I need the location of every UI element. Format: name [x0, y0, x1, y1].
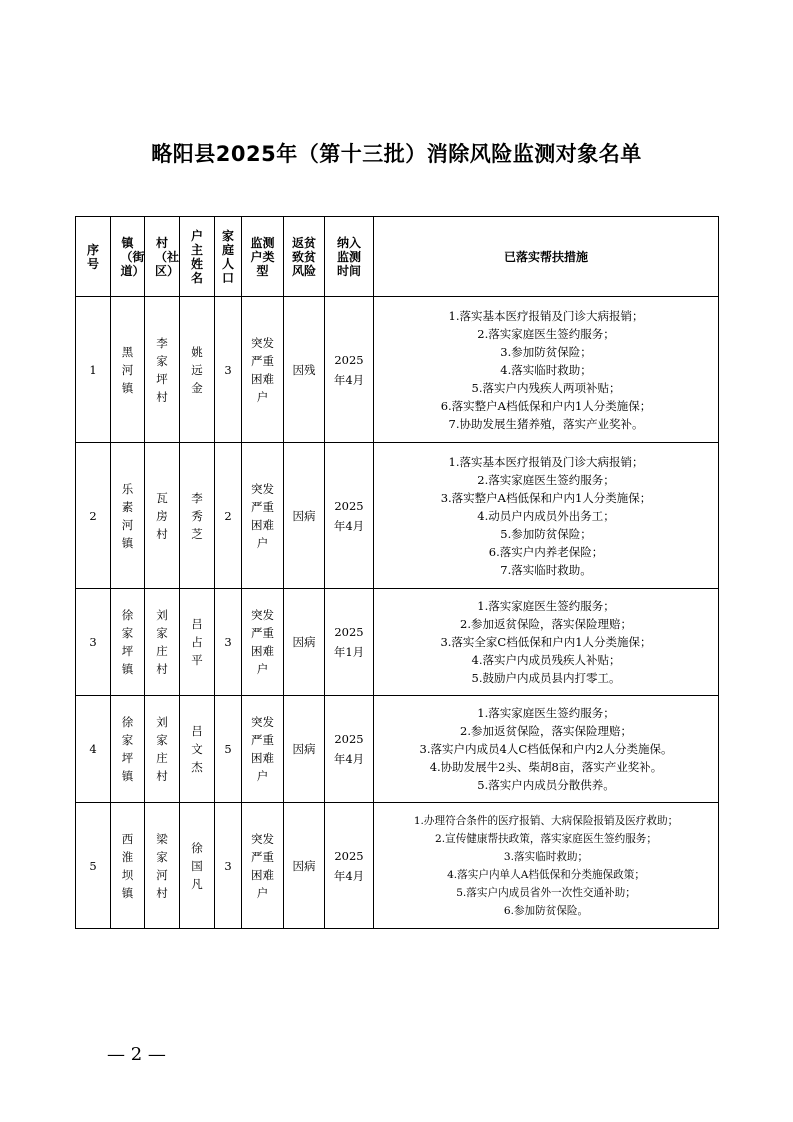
cell-village: 李家坪村 [145, 297, 180, 443]
cell-risk: 因残 [284, 297, 325, 443]
header-time: 纳入监测时间 [325, 217, 374, 297]
cell-type: 突发严重困难户 [242, 696, 284, 803]
cell-time: 2025 年1月 [325, 589, 374, 696]
cell-members: 5 [215, 696, 242, 803]
header-type: 监测户类型 [242, 217, 284, 297]
cell-seq: 4 [76, 696, 111, 803]
cell-head: 吕文杰 [180, 696, 215, 803]
cell-head: 徐国凡 [180, 803, 215, 929]
cell-head: 李秀芝 [180, 443, 215, 589]
table-row [76, 297, 719, 443]
cell-head: 姚远金 [180, 297, 215, 443]
cell-type: 突发严重困难户 [242, 443, 284, 589]
table-header-row [76, 217, 719, 297]
header-village: 村（社区） [145, 217, 180, 297]
table-row [76, 696, 719, 803]
table-row [76, 589, 719, 696]
cell-members: 3 [215, 297, 242, 443]
cell-village: 刘家庄村 [145, 696, 180, 803]
page-title: 略阳县2025年（第十三批）消除风险监测对象名单 [151, 142, 642, 166]
cell-seq: 3 [76, 589, 111, 696]
header-seq: 序号 [76, 217, 111, 297]
header-risk: 返贫致贫风险 [284, 217, 325, 297]
header-town: 镇（街道） [111, 217, 145, 297]
cell-members: 2 [215, 443, 242, 589]
header-head: 户主姓名 [180, 217, 215, 297]
cell-village: 刘家庄村 [145, 589, 180, 696]
cell-type: 突发严重困难户 [242, 297, 284, 443]
cell-measures: 1.落实家庭医生签约服务； 2.参加返贫保险，落实保险理赔； 3.落实全家C档低保和户内1人分类施保； 4.落实户内成员残疾人补贴； 5.鼓励户内成员县内打零工。 [374, 589, 719, 696]
cell-town: 徐家坪镇 [111, 589, 145, 696]
cell-town: 乐素河镇 [111, 443, 145, 589]
cell-risk: 因病 [284, 696, 325, 803]
cell-measures: 1.办理符合条件的医疗报销、大病保险报销及医疗救助； 2.宣传健康帮扶政策，落实家庭医生签约服务； 3.落实临时救助； 4.落实户内单人A档低保和分类施保政策； 5.落实户内成员省外一次性交通补助； 6.参加防贫保险。 [374, 803, 719, 929]
cell-measures: 1.落实家庭医生签约服务； 2.参加返贫保险，落实保险理赔； 3.落实户内成员4人C档低保和户内2人分类施保。 4.协助发展牛2头、柴胡8亩，落实产业奖补。 5.落实户内成员分散供养。 [374, 696, 719, 803]
page-number: — 2 — [107, 1044, 166, 1065]
table-row [76, 443, 719, 589]
cell-risk: 因病 [284, 443, 325, 589]
cell-seq: 5 [76, 803, 111, 929]
cell-seq: 2 [76, 443, 111, 589]
table-row [76, 803, 719, 929]
cell-risk: 因病 [284, 589, 325, 696]
cell-town: 西淮坝镇 [111, 803, 145, 929]
cell-seq: 1 [76, 297, 111, 443]
cell-village: 梁家河村 [145, 803, 180, 929]
cell-town: 黑河镇 [111, 297, 145, 443]
cell-risk: 因病 [284, 803, 325, 929]
cell-type: 突发严重困难户 [242, 803, 284, 929]
header-members: 家庭人口 [215, 217, 242, 297]
cell-time: 2025 年4月 [325, 803, 374, 929]
cell-members: 3 [215, 589, 242, 696]
cell-head: 吕占平 [180, 589, 215, 696]
cell-members: 3 [215, 803, 242, 929]
cell-measures: 1.落实基本医疗报销及门诊大病报销； 2.落实家庭医生签约服务； 3.参加防贫保险； 4.落实临时救助； 5.落实户内残疾人两项补贴； 6.落实整户A档低保和户内1人分类施保； 7.协助发展生猪养殖，落实产业奖补。 [374, 297, 719, 443]
header-measures: 已落实帮扶措施 [374, 217, 719, 297]
cell-type: 突发严重困难户 [242, 589, 284, 696]
cell-time: 2025 年4月 [325, 297, 374, 443]
cell-measures: 1.落实基本医疗报销及门诊大病报销； 2.落实家庭医生签约服务； 3.落实整户A档低保和户内1人分类施保； 4.动员户内成员外出务工； 5.参加防贫保险； 6.落实户内养老保险； 7.落实临时救助。 [374, 443, 719, 589]
cell-time: 2025 年4月 [325, 443, 374, 589]
cell-town: 徐家坪镇 [111, 696, 145, 803]
monitoring-table [75, 216, 719, 929]
cell-time: 2025 年4月 [325, 696, 374, 803]
cell-village: 瓦房村 [145, 443, 180, 589]
